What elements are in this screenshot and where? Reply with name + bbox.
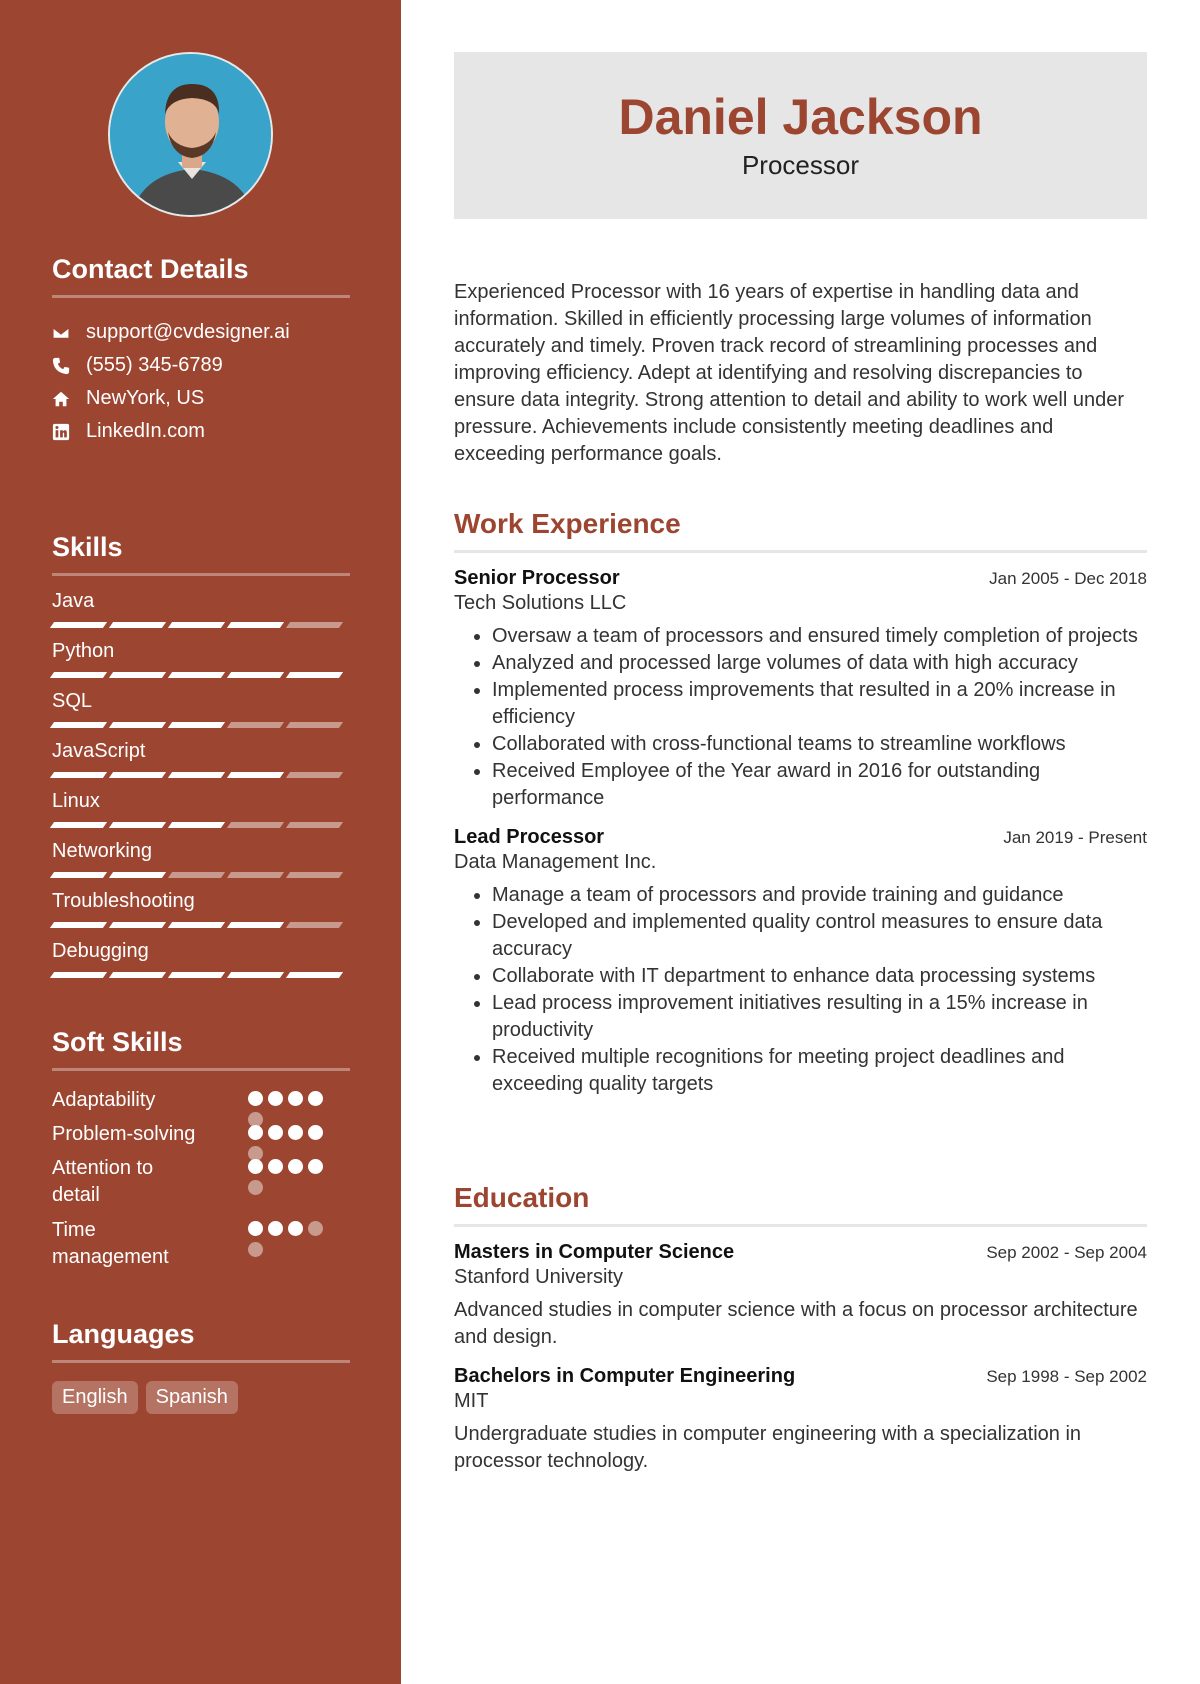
- job-company: Tech Solutions LLC: [454, 592, 627, 614]
- contact-phone-text: (555) 345-6789: [86, 354, 223, 376]
- rating-dot: [248, 1125, 263, 1140]
- rating-dot: [268, 1125, 283, 1140]
- skill-level-segment: [168, 922, 225, 928]
- skill-level-segment: [50, 972, 107, 978]
- job-bullet: • Manage a team of processors and provide training and guidance: [492, 882, 1147, 909]
- rating-dot: [288, 1221, 303, 1236]
- skill-item: [52, 738, 350, 788]
- profile-photo: [110, 54, 273, 217]
- degree-title: Masters in Computer Science: [454, 1241, 735, 1263]
- rating-dot: [248, 1159, 263, 1174]
- skill-item: [52, 788, 350, 838]
- contact-email-text: support@cvdesigner.ai: [86, 321, 290, 343]
- skill-level-bar: [52, 672, 350, 678]
- header: [454, 52, 1147, 219]
- soft-skill-rating: [248, 1159, 338, 1195]
- rating-dot: [308, 1091, 323, 1106]
- job-bullet: • Received Employee of the Year award in 2016 for outstanding performance: [492, 758, 1147, 812]
- soft-skills-section: [52, 1027, 350, 1277]
- degree-date: Sep 1998 - Sep 2002: [986, 1367, 1147, 1386]
- skill-level-segment: [109, 722, 166, 728]
- skill-level-segment: [168, 622, 225, 628]
- summary-section: [454, 279, 1147, 468]
- soft-skills-title: Soft Skills: [52, 1027, 350, 1071]
- skills-section: [52, 532, 350, 988]
- skill-level-segment: [109, 972, 166, 978]
- contact-location-text: NewYork, US: [86, 387, 205, 409]
- job-bullet: • Analyzed and processed large volumes of data with high accuracy: [492, 650, 1147, 677]
- skill-level-segment: [168, 772, 225, 778]
- soft-skill-name: Adaptability: [52, 1089, 156, 1111]
- skill-item: [52, 588, 350, 638]
- education-section: [454, 1182, 1147, 1475]
- skill-item: [52, 838, 350, 888]
- skill-level-segment: [286, 822, 343, 828]
- skill-level-segment: [227, 772, 284, 778]
- contact-title: Contact Details: [52, 254, 350, 298]
- skill-name: JavaScript: [52, 740, 146, 762]
- skill-level-segment: [227, 872, 284, 878]
- job-date: Jan 2005 - Dec 2018: [989, 569, 1147, 588]
- languages-list: [52, 1381, 350, 1414]
- rating-dot: [308, 1221, 323, 1236]
- candidate-role: Processor: [741, 150, 860, 180]
- skill-level-segment: [286, 722, 343, 728]
- skill-level-segment: [109, 872, 166, 878]
- skill-name: Linux: [52, 790, 100, 812]
- skill-level-segment: [50, 822, 107, 828]
- job-bullets: [454, 623, 1147, 812]
- job-entry: [454, 826, 1147, 1098]
- skill-level-bar: [52, 722, 350, 728]
- rating-dot: [288, 1125, 303, 1140]
- linkedin-icon: [52, 423, 86, 441]
- skill-level-segment: [286, 922, 343, 928]
- school-name: MIT: [454, 1390, 489, 1412]
- skill-name: Java: [52, 590, 95, 612]
- degree-title: Bachelors in Computer Engineering: [454, 1365, 796, 1387]
- soft-skill-name: Problem-solving: [52, 1123, 196, 1145]
- phone-icon: [52, 357, 86, 375]
- job-bullet: • Oversaw a team of processors and ensured timely completion of projects: [492, 623, 1147, 650]
- skill-item: [52, 688, 350, 738]
- contact-location: [52, 382, 350, 415]
- skill-level-segment: [50, 622, 107, 628]
- rating-dot: [248, 1221, 263, 1236]
- job-entry: [454, 567, 1147, 812]
- rating-dot: [308, 1125, 323, 1140]
- skill-level-segment: [168, 872, 225, 878]
- rating-dot: [288, 1159, 303, 1174]
- work-title: Work Experience: [454, 508, 1147, 553]
- education-entry: [454, 1241, 1147, 1351]
- skill-level-segment: [109, 822, 166, 828]
- school-name: Stanford University: [454, 1266, 623, 1288]
- degree-description: Advanced studies in computer science with a focus on processor architecture and design.: [454, 1299, 1138, 1348]
- skill-level-segment: [50, 872, 107, 878]
- rating-dot: [268, 1159, 283, 1174]
- education-title: Education: [454, 1182, 1147, 1227]
- soft-skill-name: Attention to detail: [52, 1157, 154, 1206]
- soft-skill-row: [52, 1121, 350, 1155]
- education-entry: [454, 1365, 1147, 1475]
- skill-level-segment: [227, 972, 284, 978]
- skill-level-segment: [168, 722, 225, 728]
- sidebar: [0, 0, 401, 1684]
- skill-level-bar: [52, 872, 350, 878]
- soft-skill-name: Time management: [52, 1219, 169, 1268]
- job-date: Jan 2019 - Present: [1003, 828, 1147, 847]
- home-icon: [52, 390, 86, 408]
- skill-level-bar: [52, 822, 350, 828]
- contact-section: [52, 254, 350, 448]
- skill-item: [52, 938, 350, 988]
- skill-level-segment: [227, 822, 284, 828]
- job-bullets: [454, 882, 1147, 1098]
- soft-skill-rating: [248, 1221, 338, 1257]
- summary-text: Experienced Processor with 16 years of expertise in handling data and information. Skilled in efficiently processing large volumes of information accurately and timely. Proven track record of streamlining processes and improving efficiency. Adept at identifying and resolving discrepancies to ensure data integrity. Strong attention to detail and ability to work well under pressure. Achievements include consistently meeting deadlines and exceeding performance goals.: [454, 281, 1125, 465]
- job-company: Data Management Inc.: [454, 851, 657, 873]
- degree-description: Undergraduate studies in computer engineering with a specialization in processor technology.: [454, 1423, 1082, 1472]
- language-tag: English: [52, 1381, 138, 1414]
- contact-linkedin-text: LinkedIn.com: [86, 420, 205, 442]
- skill-level-segment: [227, 722, 284, 728]
- soft-skill-row: [52, 1155, 350, 1217]
- skill-level-segment: [109, 672, 166, 678]
- job-bullet: • Collaborated with cross-functional teams to streamline workflows: [492, 731, 1147, 758]
- rating-dot: [288, 1091, 303, 1106]
- skills-title: Skills: [52, 532, 350, 576]
- skill-level-bar: [52, 972, 350, 978]
- skill-level-bar: [52, 922, 350, 928]
- skills-list: [52, 588, 350, 988]
- skill-level-segment: [168, 672, 225, 678]
- rating-dot: [308, 1159, 323, 1174]
- job-bullet: • Developed and implemented quality control measures to ensure data accuracy: [492, 909, 1147, 963]
- soft-skill-row: [52, 1087, 350, 1121]
- job-bullet: • Collaborate with IT department to enhance data processing systems: [492, 963, 1147, 990]
- candidate-name: Daniel Jackson: [618, 89, 983, 145]
- skill-level-bar: [52, 622, 350, 628]
- rating-dot: [268, 1091, 283, 1106]
- job-bullet: • Received multiple recognitions for meeting project deadlines and exceeding quality targets: [492, 1044, 1147, 1098]
- languages-title: Languages: [52, 1319, 350, 1363]
- soft-skill-row: [52, 1217, 350, 1277]
- skill-level-segment: [286, 622, 343, 628]
- contact-linkedin[interactable]: [52, 415, 350, 448]
- skill-level-segment: [109, 922, 166, 928]
- skill-level-segment: [168, 972, 225, 978]
- job-bullet: • Lead process improvement initiatives resulting in a 15% increase in productivity: [492, 990, 1147, 1044]
- language-tag: Spanish: [146, 1381, 238, 1414]
- skill-name: Troubleshooting: [52, 890, 195, 912]
- skill-level-segment: [50, 922, 107, 928]
- job-bullet: • Implemented process improvements that resulted in a 20% increase in efficiency: [492, 677, 1147, 731]
- degree-date: Sep 2002 - Sep 2004: [986, 1243, 1147, 1262]
- skill-level-segment: [227, 922, 284, 928]
- languages-section: [52, 1319, 350, 1414]
- skill-level-segment: [50, 772, 107, 778]
- skill-item: [52, 638, 350, 688]
- skill-level-segment: [227, 672, 284, 678]
- skill-level-segment: [286, 872, 343, 878]
- skill-level-segment: [50, 672, 107, 678]
- avatar: [108, 52, 273, 217]
- skill-name: Networking: [52, 840, 153, 862]
- rating-dot: [248, 1180, 263, 1195]
- rating-dot: [248, 1091, 263, 1106]
- envelope-icon: [52, 324, 86, 342]
- skill-level-segment: [286, 672, 343, 678]
- skill-level-bar: [52, 772, 350, 778]
- skill-level-segment: [109, 622, 166, 628]
- work-section: [454, 508, 1147, 1098]
- contact-phone[interactable]: [52, 349, 350, 382]
- rating-dot: [268, 1221, 283, 1236]
- skill-level-segment: [168, 822, 225, 828]
- job-title: Lead Processor: [454, 826, 605, 848]
- skill-level-segment: [109, 772, 166, 778]
- rating-dot: [248, 1242, 263, 1257]
- skill-level-segment: [286, 772, 343, 778]
- skill-level-segment: [227, 622, 284, 628]
- skill-level-segment: [286, 972, 343, 978]
- contact-email[interactable]: [52, 316, 350, 349]
- skill-name: SQL: [52, 690, 93, 712]
- skill-level-segment: [50, 722, 107, 728]
- skill-name: Debugging: [52, 940, 149, 962]
- skill-item: [52, 888, 350, 938]
- skill-name: Python: [52, 640, 115, 662]
- job-title: Senior Processor: [454, 567, 620, 589]
